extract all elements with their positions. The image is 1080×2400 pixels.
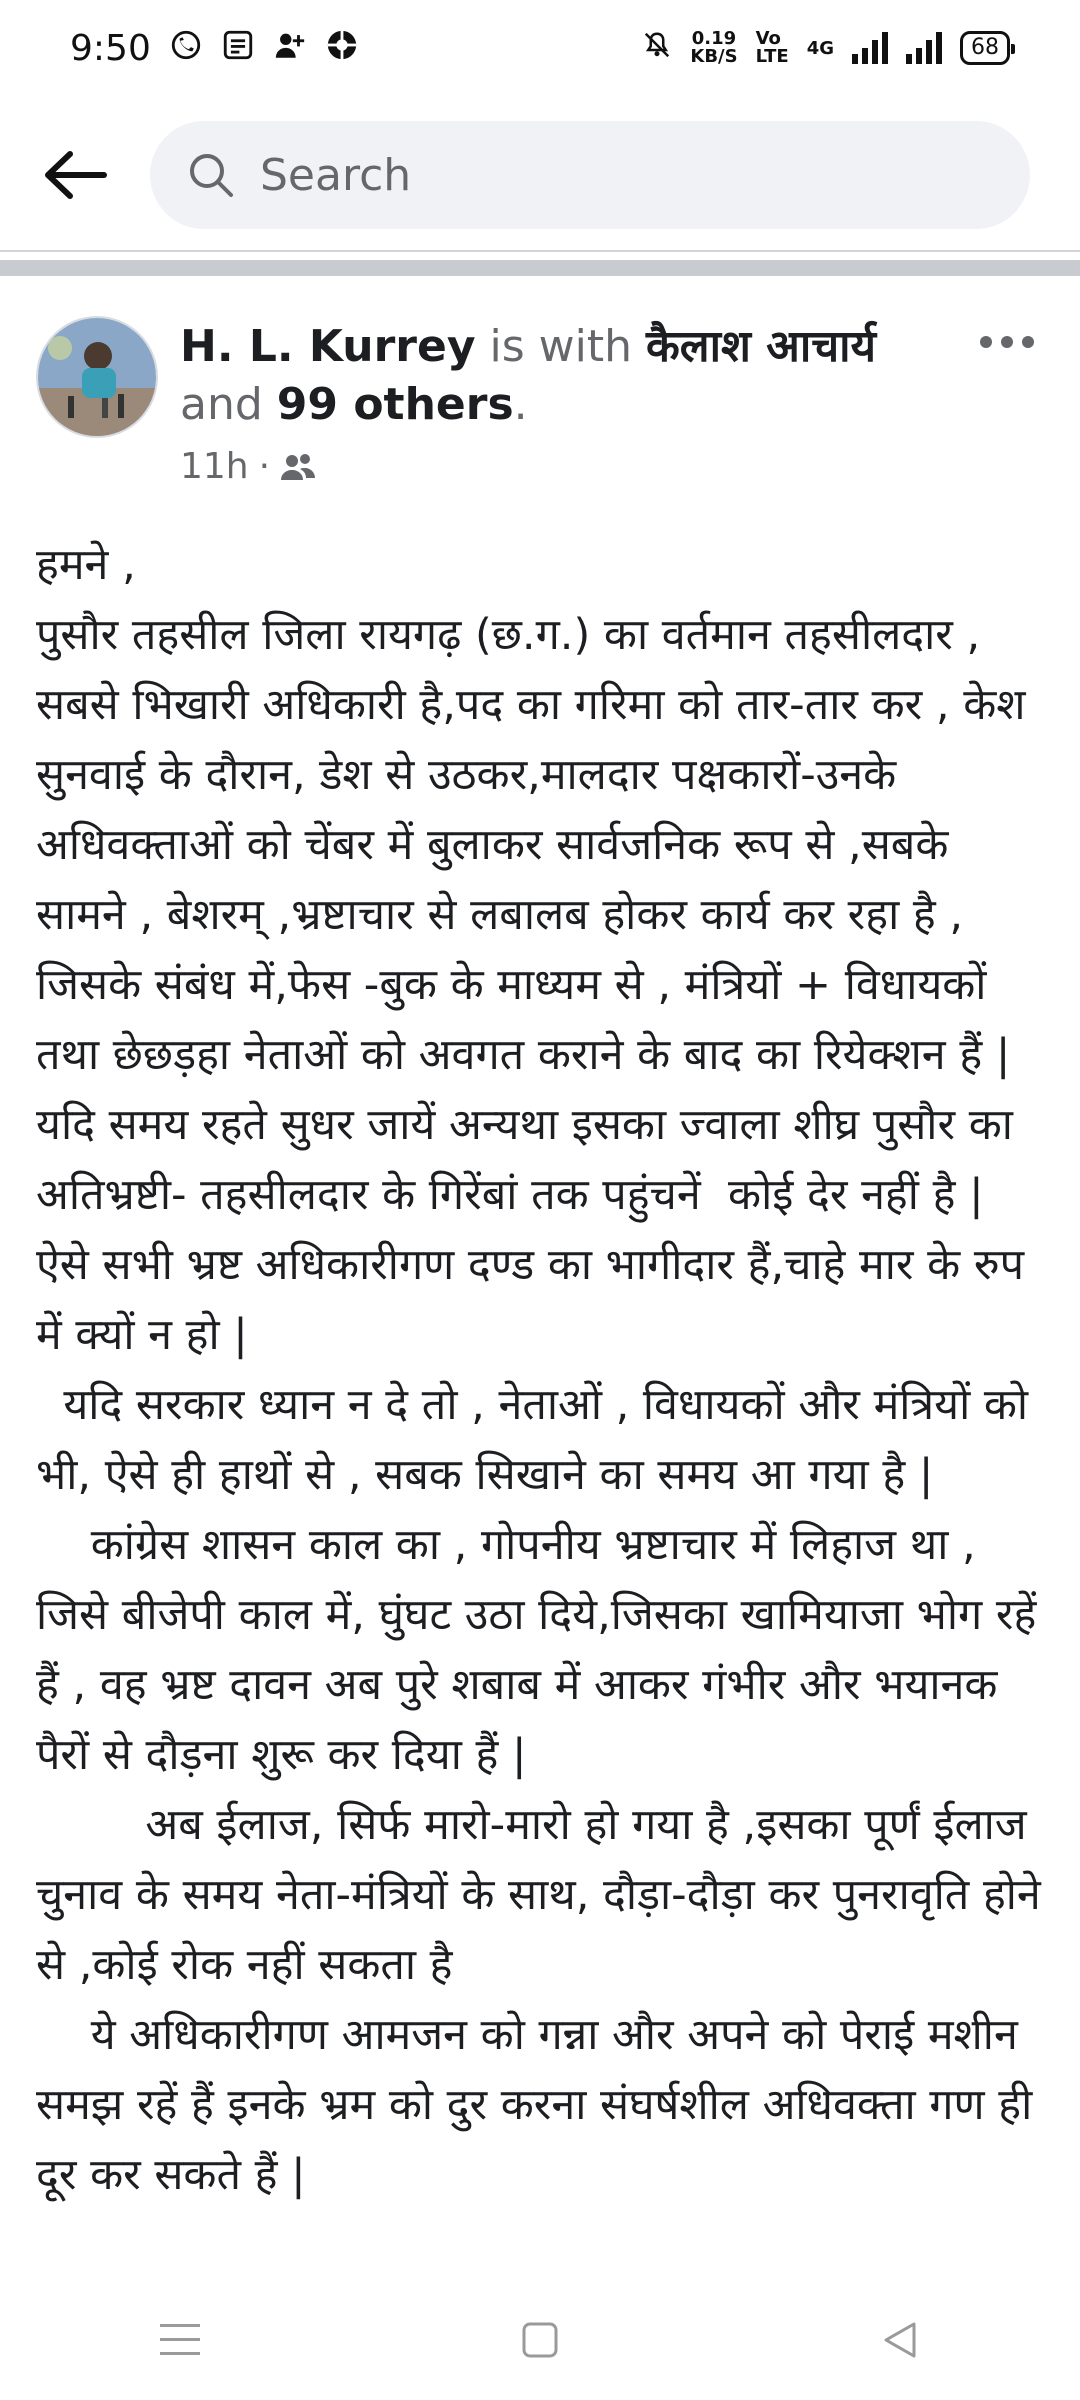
square-home-icon bbox=[522, 2322, 558, 2358]
add-person-icon bbox=[273, 28, 307, 68]
post-paragraph: पुसौर तहसील जिला रायगढ़ (छ.ग.) का वर्तमान तहसीलदार , सबसे भिखारी अधिकारी है,पद का गरिमा को तार-तार कर , केश सुनवाई के दौरान, डेश से उठकर,मालदार पक्षकारों-उनके अधिवक्ताओं को चेंबर में बुलाकर सार्वजनिक रूप से ,सबके सामने , बेशरम् ,भ्रष्टाचार से लबालब होकर कार्य कर रहा है , जिसके संबंध में,फेस -बुक के माध्यम से , मंत्रियों + विधायकों तथा छेछड़हा नेताओं को अवगत कराने के बाद का रियेक्शन हैं | यदि समय रहते सुधर जायें अन्यथा इसका ज्वाला शीघ्र पुसौर का अतिभ्रष्टी- तहसीलदार के गिरेंबां तक पहुंचनें कोई देर नहीं है | bbox=[36, 610, 1040, 1220]
post-paragraph: हमने , bbox=[36, 540, 136, 590]
post-paragraph: ये अधिकारीगण आमजन को गन्ना और अपने को पेराई मशीन समझ रहें हैं इनके भ्रम को दुर करना संघर्षशील अधिवक्ता गण ही दूर कर सकते हैं | bbox=[36, 2010, 1046, 2200]
status-right bbox=[642, 29, 1010, 67]
triangle-back-icon bbox=[882, 2321, 918, 2359]
post-paragraph: कांग्रेस शासन काल का , गोपनीय भ्रष्टाचार में लिहाज था , जिसे बीजेपी काल में, घुंघट उठा दिये,जिसका खामियाजा भोग रहें हैं , वह भ्रष्ट दावन अब पुरे शबाब में आकर गंभीर और भयानक पैरों से दौड़ना शुरू कर दिया हैं | bbox=[36, 1520, 1050, 1780]
post-time[interactable]: 11h bbox=[180, 446, 249, 487]
section-separator bbox=[0, 260, 1080, 276]
post-paragraph: यदि सरकार ध्यान न दे तो , नेताओं , विधायकों और मंत्रियों को भी, ऐसे ही हाथों से , सबक सिखाने का समय आ गया है | bbox=[36, 1380, 1042, 1500]
battery-icon bbox=[960, 31, 1010, 65]
post-paragraph: ऐसे सभी भ्रष्ट अधिकारीगण दण्ड का भागीदार हैं,चाहे मार के रुप में क्यों न हो | bbox=[36, 1240, 1038, 1360]
signal-strength-2-icon bbox=[906, 32, 942, 64]
back-nav-button[interactable] bbox=[855, 2305, 945, 2375]
news-app-icon bbox=[221, 28, 255, 68]
avatar[interactable] bbox=[36, 316, 158, 438]
home-button[interactable] bbox=[495, 2305, 585, 2375]
search-icon bbox=[186, 150, 236, 200]
post-header bbox=[36, 310, 1046, 500]
back-button[interactable] bbox=[40, 140, 110, 210]
signal-strength-icon bbox=[852, 32, 888, 64]
status-bar bbox=[0, 0, 1080, 96]
search-placeholder: Search bbox=[260, 149, 412, 201]
volte-indicator bbox=[756, 30, 789, 66]
recent-apps-button[interactable] bbox=[135, 2305, 225, 2375]
author-name[interactable]: H. L. Kurrey bbox=[180, 321, 476, 372]
net-speed-value: 0.19 bbox=[691, 28, 737, 49]
volte-bottom: LTE bbox=[755, 46, 789, 67]
search-input[interactable] bbox=[150, 121, 1030, 229]
post-text bbox=[36, 530, 1055, 2210]
menu-lines-icon bbox=[160, 2322, 200, 2358]
status-time: 9:50 bbox=[70, 27, 151, 69]
app-notification-icon bbox=[325, 28, 359, 68]
meta-separator: · bbox=[258, 446, 271, 487]
header-divider bbox=[0, 250, 1080, 252]
more-dots-icon bbox=[979, 335, 1035, 349]
back-arrow-icon bbox=[42, 150, 108, 200]
more-options-button[interactable] bbox=[972, 322, 1042, 362]
mute-icon bbox=[642, 29, 672, 67]
battery-level: 68 bbox=[971, 35, 999, 60]
search-header bbox=[0, 110, 1080, 240]
net-speed-unit: KB/S bbox=[690, 46, 738, 67]
status-left bbox=[70, 28, 359, 69]
whatsapp-icon bbox=[169, 28, 203, 68]
tagged-others-link[interactable]: 99 others bbox=[276, 379, 514, 430]
post-author-line bbox=[180, 318, 940, 434]
network-type: 4G bbox=[806, 37, 834, 59]
network-speed bbox=[690, 30, 737, 66]
post-meta bbox=[180, 446, 316, 487]
period-text: . bbox=[513, 379, 528, 430]
friends-audience-icon[interactable] bbox=[280, 452, 316, 482]
is-with-text: is with bbox=[475, 321, 646, 372]
tagged-person[interactable]: कैलाश आचार्य bbox=[645, 321, 877, 372]
and-text: and bbox=[180, 379, 277, 430]
system-nav-bar bbox=[0, 2280, 1080, 2400]
volte-top: Vo bbox=[755, 28, 781, 49]
post-paragraph: अब ईलाज, सिर्फ मारो-मारो हो गया है ,इसका पूर्णं ईलाज चुनाव के समय नेता-मंत्रियों के साथ, दौड़ा-दौड़ा कर पुनरावृति होने से ,कोई रोक नहीं सकता है bbox=[36, 1800, 1055, 1990]
